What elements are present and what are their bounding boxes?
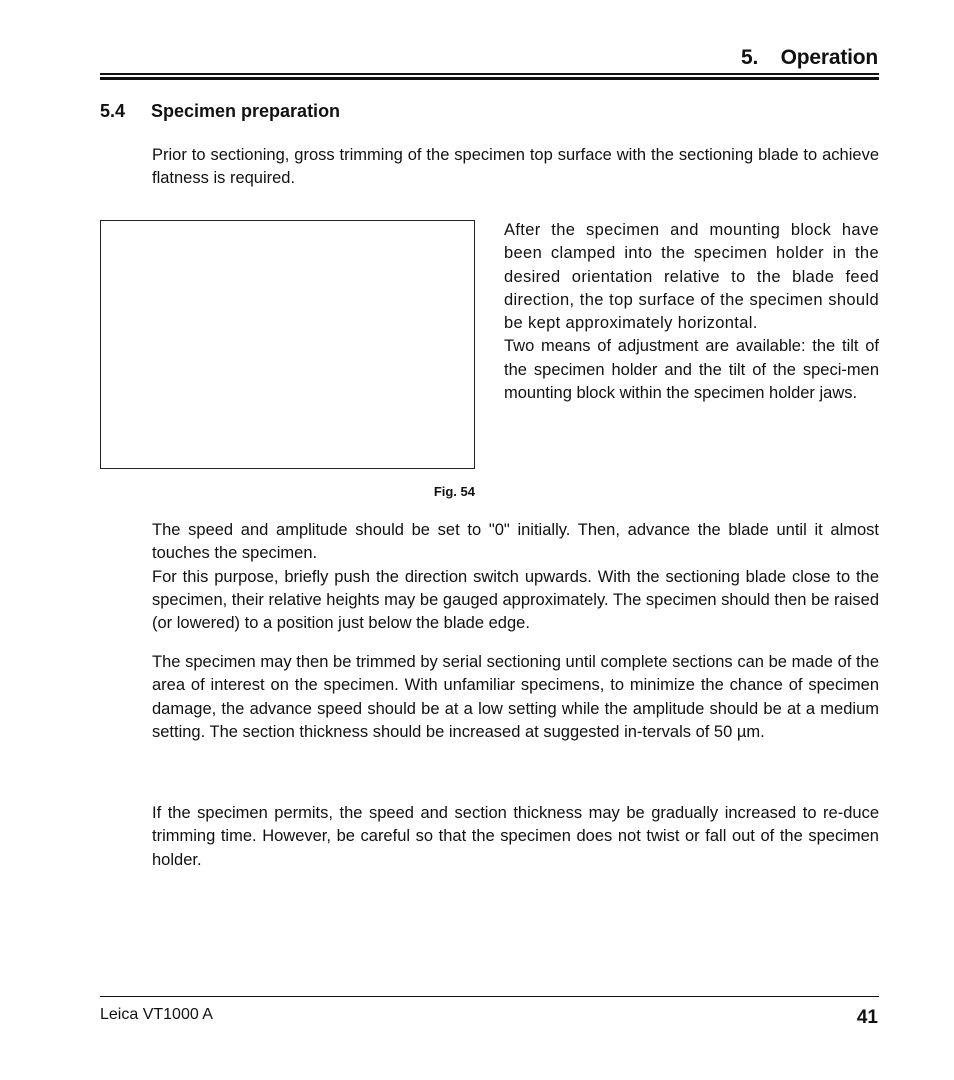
figure-caption: Fig. 54 <box>433 484 475 499</box>
side-paragraph-2: Two means of adjustment are available: the tilt of the specimen holder and the tilt of the speci-men mounting block within the specimen holder jaws. <box>504 337 879 403</box>
body-paragraph-3: If the specimen permits, the speed and section thickness may be gradually increased to re-duce trimming time. However, be careful so that the specimen does not twist or fall out of the specimen holder. <box>152 804 879 869</box>
header-rule-thick <box>100 77 879 80</box>
section-title: Specimen preparation <box>151 101 341 121</box>
footer-product: Leica VT1000 A <box>100 1006 213 1023</box>
side-paragraph-1: After the specimen and mounting block have been clamped into the specimen holder in the desired orientation relative to the blade feed direction, the top surface of the specimen should be kept approximately horizontal. <box>504 221 879 333</box>
footer-rule <box>100 996 879 997</box>
body-paragraph-1-line-2: For this purpose, briefly push the direction switch upwards. With the sectioning blade close to the specimen, their relative heights may be gauged approximately. The specimen should then be raised (or lowered) to a position just below the blade edge. <box>152 567 879 633</box>
body-paragraph-1 <box>152 519 879 635</box>
figure-placeholder <box>100 220 475 469</box>
page-number: 41 <box>856 1007 878 1028</box>
intro-paragraph: Prior to sectioning, gross trimming of the specimen top surface with the sectioning blade to achieve flatness is required. <box>152 146 879 188</box>
side-text <box>504 219 879 405</box>
body-paragraph-2: The specimen may then be trimmed by serial sectioning until complete sections can be made of the area of interest on the specimen. With unfamiliar specimens, to minimize the chance of specimen damage, the advance speed should be at a low setting while the amplitude should be at a medium setting. The section thickness should be increased at suggested in-tervals of 50 µm. <box>152 653 879 741</box>
header-rule-thin <box>100 73 879 75</box>
body-paragraph-1-line-1: The speed and amplitude should be set to "0" initially. Then, advance the blade until it almost touches the specimen. <box>152 521 879 563</box>
chapter-title: 5. Operation <box>740 46 878 69</box>
section-number: 5.4 <box>100 101 126 121</box>
